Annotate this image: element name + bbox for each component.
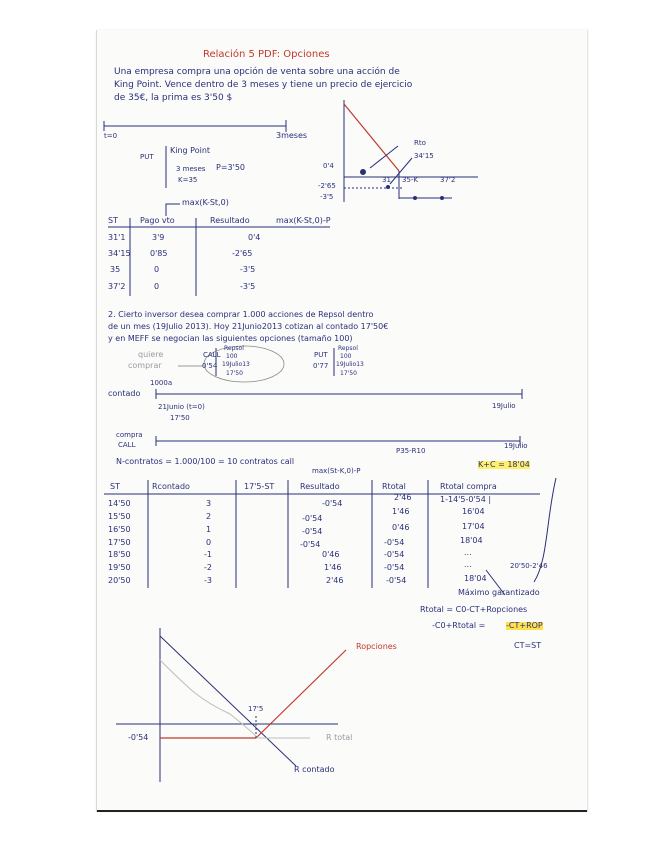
graph2-rcontado-label: R contado <box>294 765 335 774</box>
t2-r7-rc: -3 <box>204 576 212 585</box>
t2-r6-res: 1'46 <box>324 563 342 572</box>
t1-r3-res: -3'5 <box>240 265 256 274</box>
compra-call-2: CALL <box>118 441 136 449</box>
p2-intro-3: y en MEFF se negocian las siguientes opciones (tamaño 100) <box>108 334 353 343</box>
graph1-y-neg35: -3'5 <box>320 193 334 201</box>
t1-r2-pago: 0'85 <box>150 249 168 258</box>
t2-r1-rt: 2'46 <box>394 493 412 502</box>
t1-r4-pago: 0 <box>154 282 160 291</box>
graph2-rtotal-label: R total <box>326 733 353 742</box>
contado-label: contado <box>108 389 141 398</box>
p1-maxnote: max(K-St,0) <box>182 198 229 207</box>
t2-r5-comp: ... <box>464 548 472 557</box>
kc-highlight: K+C = 18'04 <box>478 460 530 469</box>
t2-r6-st: 19'50 <box>108 563 131 572</box>
graph1-x-372: 37'2 <box>440 176 456 184</box>
t2-r4-comp: 18'04 <box>460 536 483 545</box>
t2-r3-rc: 1 <box>206 525 212 534</box>
call-line-4: 17'50 <box>226 370 243 377</box>
t2-r7-comp: 18'04 <box>464 574 487 583</box>
graph1-ann-3415: 34'15 <box>414 152 434 160</box>
t1-header-resultado: Resultado <box>210 216 250 225</box>
date-left: 21Junio (t=0) <box>158 403 205 411</box>
compra-call-1: compra <box>116 431 143 439</box>
put-prima: P=3'50 <box>216 163 245 172</box>
put2-prima: 0'77 <box>313 362 329 370</box>
t1-r1-res: 0'4 <box>248 233 261 242</box>
t2-r2-rt: 1'46 <box>392 507 410 516</box>
t2-r2-st: 15'50 <box>108 512 131 521</box>
side-note: 20'50-2'46 <box>510 562 548 570</box>
maximo-garantizado: Máximo garantizado <box>458 588 540 597</box>
t2-r2-comp: 16'04 <box>462 507 485 516</box>
t2-r6-comp: ... <box>464 560 472 569</box>
t2-h-rcontado: Rcontado <box>152 482 190 491</box>
graph2-y054: -0'54 <box>128 733 149 742</box>
timeline-end: 3meses <box>276 131 308 140</box>
call-prima: 0'54 <box>202 362 218 370</box>
call-line-3: 19Julio13 <box>222 361 250 368</box>
t1-header-formula: max(K-St,0)-P <box>276 216 331 225</box>
t1-r2-res: -2'65 <box>232 249 253 258</box>
graph1-payoff <box>344 104 399 171</box>
graph2-x175: 17'5 <box>248 705 264 713</box>
graph2-contado <box>160 636 296 766</box>
t2-r1-comp: 1-14'5-0'54 | <box>440 495 492 504</box>
t2-r3-rt: 0'46 <box>392 523 410 532</box>
t1-r3-st: 35 <box>110 265 121 274</box>
t1-header-st: ST <box>108 216 118 225</box>
put2-line-3: 19Julio13 <box>336 361 364 368</box>
call-label: CALL <box>203 351 221 359</box>
p1-intro-3: de 35€, la prima es 3'50 $ <box>114 93 233 103</box>
t2-h-175: 17'5-ST <box>244 482 275 491</box>
quiere-2: comprar <box>128 361 162 370</box>
ncontratos: N-contratos = 1.000/100 = 10 contratos call <box>116 457 295 466</box>
call-line-1: Repsol <box>224 345 244 352</box>
t2-h-st: ST <box>110 482 120 491</box>
graph1-x-35: 35-K <box>402 176 419 184</box>
t2-r5-rc: -1 <box>204 550 212 559</box>
call-line-2: 100 <box>226 353 238 360</box>
put2-label: PUT <box>314 351 328 359</box>
t2-h-resultado: Resultado <box>300 482 340 491</box>
t1-r1-st: 31'1 <box>108 233 126 242</box>
t2-r2-res: -0'54 <box>302 514 323 523</box>
graph1-x-31: 31 <box>382 176 391 184</box>
formula-2b: -CT+ROP <box>506 621 543 630</box>
t2-r3-comp: 17'04 <box>462 522 485 531</box>
put-line-1: King Point <box>170 146 211 155</box>
t1-header-pago: Pago vto <box>140 216 175 225</box>
t2-r1-st: 14'50 <box>108 499 131 508</box>
page-heading: Relación 5 PDF: Opciones <box>203 49 330 60</box>
t2-h-rtotal: Rtotal <box>382 482 406 491</box>
t2-r3-st: 16'50 <box>108 525 131 534</box>
put2-line-4: 17'50 <box>340 370 357 377</box>
formula-1: Rtotal = C0-CT+Ropciones <box>420 605 528 614</box>
put-line-2: 3 meses <box>176 165 206 173</box>
maxnote-2: max(St-K,0)-P <box>312 467 361 475</box>
t2-r4-rt: -0'54 <box>384 538 405 547</box>
put2-line-1: Repsol <box>338 345 358 352</box>
t2-r7-st: 20'50 <box>108 576 131 585</box>
t1-r2-st: 34'15 <box>108 249 131 258</box>
put-line-3: K=35 <box>178 176 198 184</box>
p1-intro-2: King Point. Vence dentro de 3 meses y tiene un precio de ejercicio <box>114 80 413 90</box>
t1-r3-pago: 0 <box>154 265 160 274</box>
n-1000: 1000a <box>150 379 173 387</box>
graph1-ann-rto: Rto <box>414 139 426 147</box>
t2-r5-res: 0'46 <box>322 550 340 559</box>
date-right-2: 19Julio <box>504 442 528 450</box>
t2-r3-res: -0'54 <box>302 527 323 536</box>
graph1-y-0-4: 0'4 <box>323 162 334 170</box>
p1-intro-1: Una empresa compra una opción de venta sobre una acción de <box>114 67 400 77</box>
t2-r5-rt: -0'54 <box>384 550 405 559</box>
t2-r4-res: -0'54 <box>300 540 321 549</box>
date-right: 19Julio <box>492 402 516 410</box>
t2-r4-rc: 0 <box>206 538 212 547</box>
timeline-start: t=0 <box>104 132 118 140</box>
formula-2a: -C0+Rtotal = <box>432 621 486 630</box>
t2-r2-rc: 2 <box>206 512 212 521</box>
t2-r5-st: 18'50 <box>108 550 131 559</box>
formula-3: CT=ST <box>514 641 542 650</box>
t2-r1-res: -0'54 <box>322 499 343 508</box>
graph2-opciones-label: Ropciones <box>356 642 397 651</box>
graph1-y-neg265: -2'65 <box>318 182 336 190</box>
price-left: 17'50 <box>170 414 190 422</box>
t1-r1-pago: 3'9 <box>152 233 165 242</box>
graph2-opciones <box>256 650 346 738</box>
p2-intro-2: de un mes (19Julio 2013). Hoy 21Junio2013 cotizan al contado 17'50€ <box>108 322 389 331</box>
t1-r4-res: -3'5 <box>240 282 256 291</box>
t2-r7-res: 2'46 <box>326 576 344 585</box>
put2-line-2: 100 <box>340 353 352 360</box>
t2-r7-rt: -0'54 <box>386 576 407 585</box>
t2-r1-rc: 3 <box>206 499 212 508</box>
t2-r4-st: 17'50 <box>108 538 131 547</box>
put-label: PUT <box>140 153 154 161</box>
t2-r6-rc: -2 <box>204 563 212 572</box>
quiere-1: quiere <box>138 350 164 359</box>
t2-r6-rt: -0'54 <box>384 563 405 572</box>
p2-intro-1: 2. Cierto inversor desea comprar 1.000 acciones de Repsol dentro <box>108 310 374 319</box>
t1-r4-st: 37'2 <box>108 282 126 291</box>
p35-note: P35-R10 <box>396 447 426 455</box>
t2-h-rtotalcompra: Rtotal compra <box>440 482 497 491</box>
